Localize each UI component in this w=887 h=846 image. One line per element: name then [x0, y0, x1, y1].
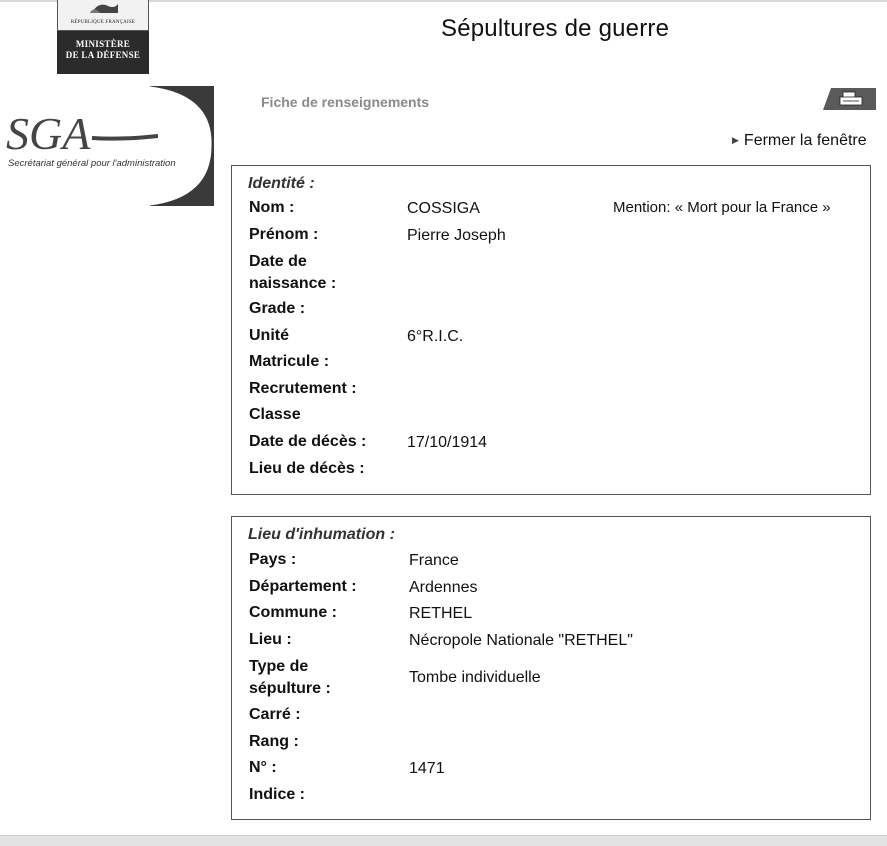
- value-numero: 1471: [409, 760, 445, 777]
- print-button[interactable]: [823, 88, 876, 110]
- label-grade: Grade :: [249, 300, 306, 317]
- mention-text: Mention: « Mort pour la France »: [613, 199, 831, 216]
- marianne-emblem: [57, 0, 149, 31]
- fiche-subtitle: Fiche de renseignements: [261, 94, 430, 110]
- sga-logo: [0, 86, 214, 206]
- label-matricule: Matricule :: [249, 353, 330, 370]
- ministere-label: [57, 31, 149, 74]
- label-pays: Pays :: [249, 551, 297, 568]
- label-rang: Rang :: [249, 733, 299, 750]
- value-nom: COSSIGA: [407, 200, 480, 217]
- identite-title: Identité :: [248, 175, 315, 192]
- ministere-line2: DE LA DÉFENSE: [65, 50, 141, 60]
- label-numero: N° :: [249, 759, 277, 776]
- ministere-defense-logo: [57, 0, 149, 74]
- value-unite: 6°R.I.C.: [407, 328, 464, 345]
- republique-francaise-text: RÉPUBLIQUE FRANÇAISE: [70, 20, 136, 25]
- value-prenom: Pierre Joseph: [407, 227, 506, 244]
- label-classe: Classe: [249, 406, 301, 423]
- label-date-naissance: Date de naissance :: [249, 253, 337, 292]
- label-date-deces: Date de décès :: [249, 433, 367, 450]
- marianne-icon: [88, 1, 120, 14]
- inhumation-panel: [231, 516, 871, 820]
- label-lieu: Lieu :: [249, 631, 292, 648]
- value-commune: RETHEL: [409, 605, 473, 622]
- close-window-link[interactable]: [732, 132, 867, 150]
- label-recrutement: Recrutement :: [249, 380, 357, 397]
- label-carre: Carré :: [249, 706, 301, 723]
- value-departement: Ardennes: [409, 579, 478, 596]
- label-type-sepulture: Type de sépulture :: [249, 658, 331, 697]
- value-date-deces: 17/10/1914: [407, 434, 488, 451]
- label-departement: Département :: [249, 578, 357, 595]
- value-lieu: Nécropole Nationale "RETHEL": [409, 632, 633, 649]
- ministere-line1: MINISTÈRE: [75, 39, 131, 49]
- label-indice: Indice :: [249, 786, 306, 803]
- page-title: Sépultures de guerre: [441, 15, 670, 42]
- label-prenom: Prénom :: [249, 226, 319, 243]
- label-nom: Nom :: [249, 199, 295, 216]
- sga-letters: SGA: [6, 108, 91, 159]
- label-commune: Commune :: [249, 604, 337, 621]
- label-lieu-deces: Lieu de décès :: [249, 460, 365, 477]
- value-pays: France: [409, 552, 459, 569]
- sga-tagline: Secrétariat général pour l'administration: [8, 158, 176, 169]
- triangle-right-icon: ▶: [732, 135, 739, 145]
- bottom-bar: [0, 835, 887, 846]
- label-unite: Unité: [249, 327, 289, 344]
- value-type-sepulture: Tombe individuelle: [409, 669, 541, 686]
- close-window-label: Fermer la fenêtre: [743, 132, 867, 149]
- inhumation-title: Lieu d'inhumation :: [248, 526, 395, 543]
- identite-panel: [231, 165, 871, 495]
